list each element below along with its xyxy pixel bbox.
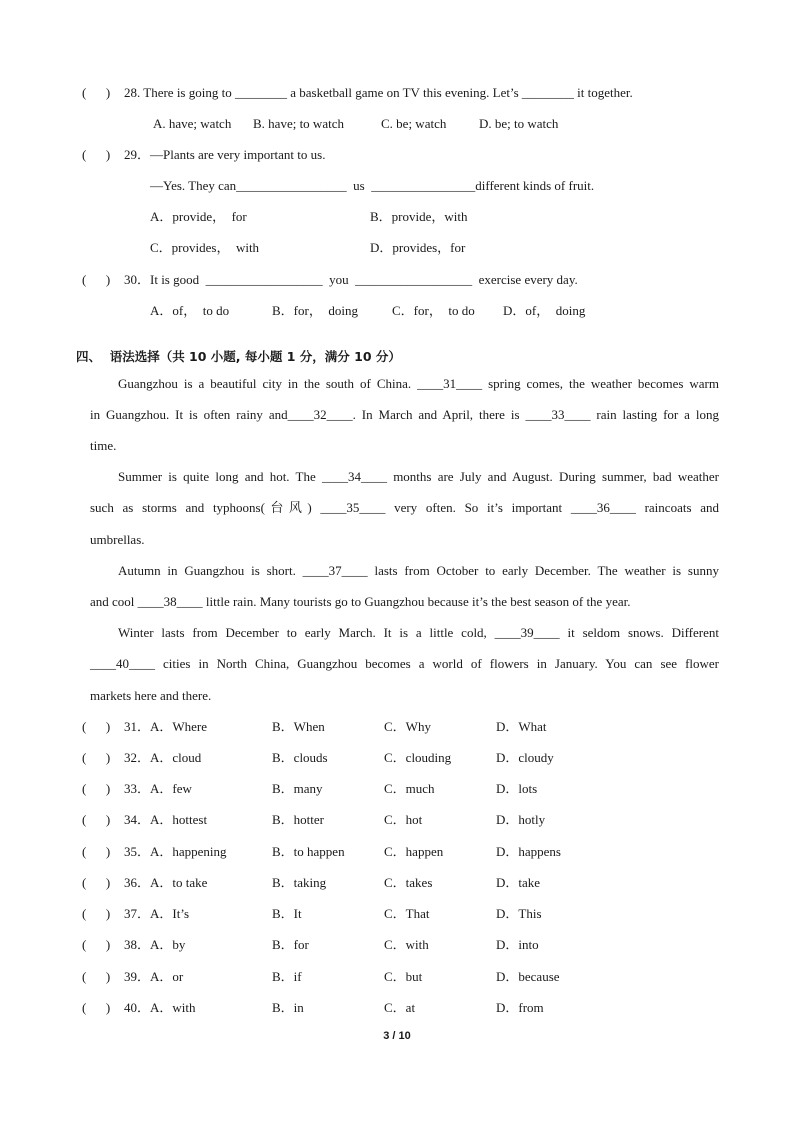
passage-line: Autumn in Guangzhou is short. ____37____ lasts from October to early December. The weather is sunny [118,563,719,578]
q-option-d: D．into [496,937,539,952]
q-option-c: C．much [384,781,435,796]
q29-option-d: D．provides，for [370,240,466,255]
q30-option-c: C．for， to do [392,303,475,318]
answer-paren[interactable]: ( ) [82,85,111,100]
question-29-stem: 29．—Plants are very important to us. [124,147,326,162]
passage-line: umbrellas. [90,532,145,547]
q-option-c: C．Why [384,719,431,734]
q-option-a: 34．A．hottest [124,812,208,827]
q28-option-a: A. have; watch [153,116,232,131]
q-option-a: 40．A．with [124,1000,196,1015]
q-option-d: D．happens [496,844,561,859]
q28-option-b: B. have; to watch [253,116,344,131]
answer-paren[interactable]: ( ) [82,812,111,827]
page-number: 3 / 10 [383,1030,411,1042]
q-option-c: C．That [384,906,430,921]
q-option-b: B．for [272,937,309,952]
q-option-c: C．takes [384,875,433,890]
q-option-b: B．taking [272,875,327,890]
q-option-b: B．hotter [272,812,324,827]
q-option-c: C．happen [384,844,444,859]
answer-paren[interactable]: ( ) [82,875,111,890]
q-option-d: D．What [496,719,547,734]
q30-option-a: A．of， to do [150,303,230,318]
q-option-a: 37．A．It’s [124,906,190,921]
section-heading: 四、 语法选择（共 10 小题, 每小题 1 分，满分 10 分） [76,349,401,364]
q-option-d: D．lots [496,781,538,796]
q29-option-c: C．provides， with [150,240,260,255]
passage-line: time. [90,438,117,453]
answer-paren[interactable]: ( ) [82,719,111,734]
q-option-c: C．hot [384,812,423,827]
q-option-d: D．cloudy [496,750,554,765]
answer-paren[interactable]: ( ) [82,906,111,921]
answer-paren[interactable]: ( ) [82,969,111,984]
q-option-b: B．It [272,906,302,921]
q-option-c: C．at [384,1000,416,1015]
q-option-c: C．but [384,969,423,984]
passage-line: Summer is quite long and hot. The ____34____ months are July and August. During summer, bad weather [118,469,719,484]
q-option-d: D．hotly [496,812,546,827]
q-option-a: 33．A．few [124,781,192,796]
q30-option-d: D．of， doing [503,303,586,318]
q-option-a: 39．A．or [124,969,184,984]
q29-option-b: B．provide，with [370,209,468,224]
q-option-b: B．in [272,1000,304,1015]
q-option-d: D．from [496,1000,544,1015]
passage-line: ____40____ cities in North China, Guangzhou becomes a world of flowers in January. You can see flower [90,656,719,671]
q-option-b: B．if [272,969,302,984]
passage-line: such as storms and typhoons(台风) ____35____ very often. So it’s important ____36____ raincoats and [90,500,719,515]
q-option-a: 36．A．to take [124,875,208,890]
passage-line: and cool ____38____ little rain. Many tourists go to Guangzhou because it’s the best season of the year. [90,594,631,609]
answer-paren[interactable]: ( ) [82,272,111,287]
passage-line: Guangzhou is a beautiful city in the south of China. ____31____ spring comes, the weather becomes warm [118,376,719,391]
q-option-d: D．This [496,906,542,921]
q-option-a: 31．A．Where [124,719,208,734]
passage-line: markets here and there. [90,688,212,703]
question-29-stem-2: —Yes. They can_________________ us ________________different kinds of fruit. [150,178,595,193]
q-option-a: 32．A．cloud [124,750,202,765]
q-option-c: C．with [384,937,429,952]
q-option-b: B．When [272,719,325,734]
q28-option-c: C. be; watch [381,116,447,131]
answer-paren[interactable]: ( ) [82,937,111,952]
q-option-b: B．to happen [272,844,345,859]
answer-paren[interactable]: ( ) [82,147,111,162]
question-28-stem: 28. There is going to ________ a basketball game on TV this evening. Let’s ________ it together. [124,85,633,100]
q28-option-d: D. be; to watch [479,116,559,131]
q-option-a: 35．A．happening [124,844,227,859]
q29-option-a: A．provide， for [150,209,247,224]
q-option-b: B．clouds [272,750,328,765]
answer-paren[interactable]: ( ) [82,750,111,765]
q-option-d: D．take [496,875,541,890]
passage-line: in Guangzhou. It is often rainy and____32____. In March and April, there is ____33____ rain lasting for a long [90,407,719,422]
q-option-b: B．many [272,781,323,796]
q-option-d: D．because [496,969,560,984]
question-30-stem: 30．It is good __________________ you __________________ exercise every day. [124,272,578,287]
q-option-a: 38．A．by [124,937,186,952]
answer-paren[interactable]: ( ) [82,781,111,796]
answer-paren[interactable]: ( ) [82,1000,111,1015]
answer-paren[interactable]: ( ) [82,844,111,859]
q30-option-b: B．for， doing [272,303,358,318]
q-option-c: C．clouding [384,750,452,765]
passage-line: Winter lasts from December to early March. It is a little cold, ____39____ it seldom snows. Different [118,625,719,640]
